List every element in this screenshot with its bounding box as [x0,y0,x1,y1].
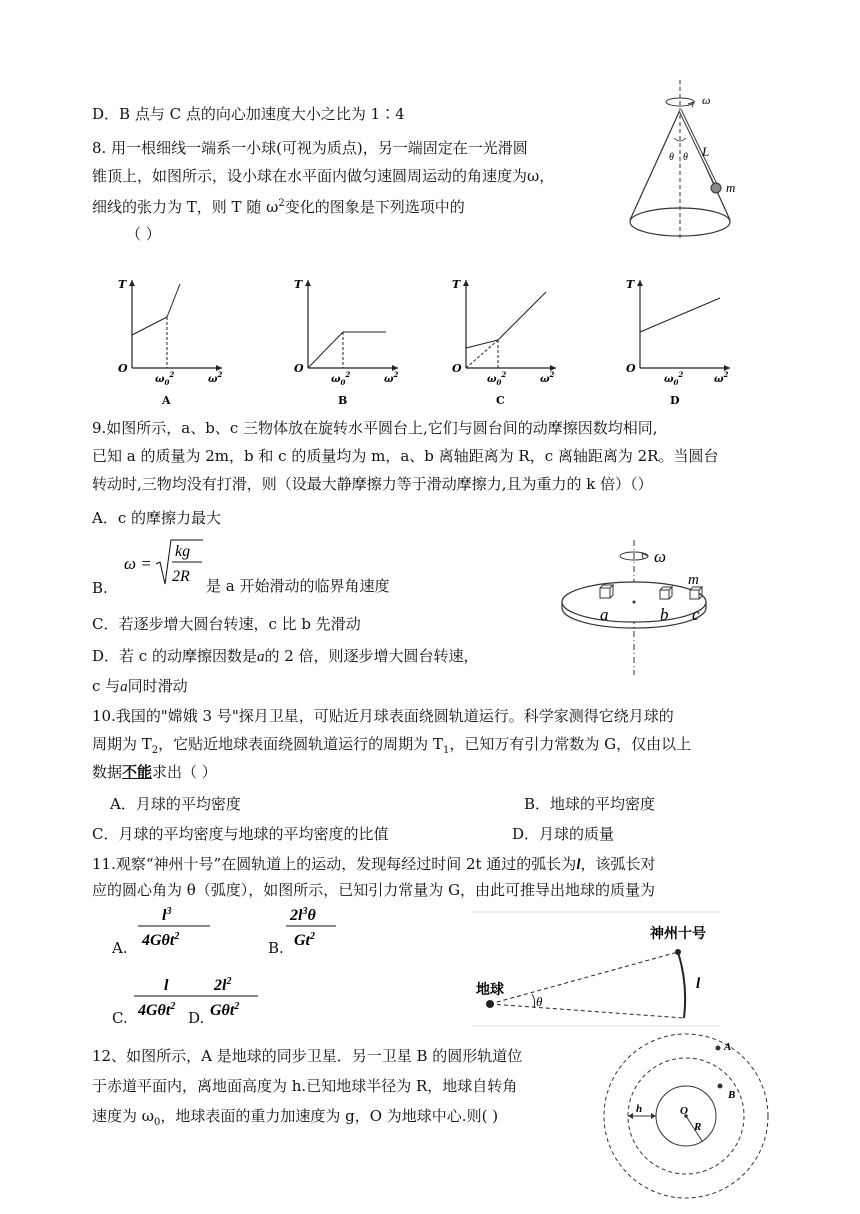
turntable-omega-label: ω [654,547,667,566]
q10-l3-emphasis: 不能 [122,763,153,781]
arc-length-label: l [696,976,701,992]
q10-option-a: A．月球的平均密度 [110,795,241,813]
q9-option-c: C．若逐步增大圆台转速，c 比 b 先滑动 [92,615,361,633]
q9-stem-line2: 已知 a 的质量为 2m，b 和 c 的质量均为 m，a、b 离轴距离为 R，c 离轴距离为 2R。当圆台 [92,447,719,465]
q9-option-d-line2 [92,676,188,697]
q9-d2-a-italic: a [120,679,128,695]
earth-label: 地球 [476,981,504,997]
graph-d-w: $\omega^2$ [714,370,729,385]
turntable-figure [560,540,740,680]
graph-b-t: T [294,278,303,291]
graph-a-label: A [162,394,171,407]
cone-theta-right: θ [683,152,688,163]
graph-d [620,270,750,410]
graph-c-w: $\omega^2$ [540,370,555,385]
q8-stem-line3-b: 变化的图象是下列选项中的 [284,198,465,216]
q9-d2-c: 同时滑动 [127,677,188,695]
q10-stem-line3 [92,762,217,782]
q11-l1-a: 11.观察“神州十号”在圆轨道上的运动，发现每经过时间 2t 通过的弧长为 [92,855,577,873]
q10-stem-line1: 10.我国的"嫦娥 3 号"探月卫星，可贴近月球表面绕圆轨道运行。科学家测得它绕月球的 [92,707,674,725]
q10-l2-a: 周期为 T [92,735,152,753]
q11-l1-l: l [576,857,581,873]
graph-a-t: T [118,278,127,291]
q11-a-num: $l^3$ [162,906,172,924]
q11-option-b-label: B. [268,939,284,957]
graph-b-w: $\omega^2$ [384,370,399,385]
q8-stem-line3 [92,194,465,217]
q9-omega-formula [120,536,205,592]
q10-option-d: D．月球的质量 [512,825,615,843]
graph-c-label: C [496,394,505,407]
q9-stem-line1: 9.如图所示，a、b、c 三物体放在旋转水平圆台上,它们与圆台间的动摩擦因数均相同, [92,419,658,437]
q11-b-num: $2l^3\theta$ [290,906,316,924]
q10-l2-sub2: 1 [442,745,450,756]
q11-option-c-label: C. [112,1009,128,1027]
graph-b [288,270,418,410]
q11-option-a-formula [134,900,214,952]
q10-l3-c: 求出（ ） [152,763,217,781]
q9-formula-numerator: kg [175,543,191,560]
q9-option-a: A．c 的摩擦力最大 [92,509,222,527]
q10-option-c: C．月球的平均密度与地球的平均密度的比值 [92,825,389,843]
graph-c-t: T [452,278,461,291]
q11-d-den: Gθt$^2$ [210,1001,240,1019]
q11-c-num: l [164,977,169,994]
q10-l3-a: 数据 [92,763,123,781]
q10-l2-sub1: 2 [151,745,159,756]
q12-stem-line1: 12、如图所示，A 是地球的同步卫星．另一卫星 B 的圆形轨道位 [92,1047,523,1065]
turntable-mass-label: m [688,572,699,588]
center-o-label: O [680,1105,688,1117]
q9-formula-denominator: 2R [172,568,190,585]
graph-b-w0: $\omega_0^2$ [331,370,351,387]
q11-option-d-formula [204,970,262,1022]
q8-stem-line3-a: 细线的张力为 T，则 T 随 ω [92,198,279,216]
q11-c-den: 4Gθt$^2$ [138,1001,176,1019]
q9-d-a-italic: a [256,649,265,665]
graph-c-w0: $\omega_0^2$ [487,370,507,387]
cone-figure [620,80,770,250]
q8-stem-sup: 2 [278,198,285,209]
graph-d-w0: $\omega_0^2$ [664,370,684,387]
q9-d2-a: c 与 [92,677,121,695]
graph-c-o: O [452,362,462,375]
q12-stem-line2: 于赤道平面内，离地面高度为 h.已知地球半径为 R，地球自转角 [92,1077,518,1095]
q9-d-c: 的 2 倍，则逐步增大圆台转速， [264,647,479,665]
turntable-a-label: a [600,605,609,624]
q10-option-b: B．地球的平均密度 [524,795,656,813]
q9-omega-symbol: ω = [124,554,152,573]
height-h-label: h [636,1103,643,1115]
q10-l2-c: ，已知万有引力常数为 G，仅由以上 [449,735,692,753]
graph-c [446,270,576,410]
q11-option-b-formula [284,900,340,952]
graph-d-o: O [626,362,636,375]
graph-d-label: D [670,394,680,407]
graph-a-w: $\omega^2$ [208,370,223,385]
q11-stem-line1 [92,854,656,875]
arc-theta-label: θ [536,994,543,1009]
q8-answer-bracket: （ ） [126,225,161,243]
q10-l2-b: ，它贴近地球表面绕圆轨道运行的周期为 T [158,735,443,753]
q8-stem-line2: 锥顶上，如图所示，设小球在水平面内做匀速圆周运动的角速度为ω， [92,167,555,185]
cone-omega-label: ω [702,93,711,107]
q12-stem-line3 [92,1106,498,1133]
q11-option-a-label: A. [112,939,128,957]
radius-r-label: R [694,1121,702,1133]
turntable-c-label: c [692,605,700,624]
satellite-a-label: A [724,1041,732,1053]
q11-d-num: $2l^2$ [214,976,232,994]
cone-theta-left: θ [669,152,674,163]
q11-option-d-label: D. [188,1009,205,1027]
q11-l1-c: ，该弧长对 [580,855,656,873]
q9-stem-line3: 转动时,三物均没有打滑，则（设最大静摩擦力等于滑动摩擦力,且为重力的 k 倍）（） [92,475,653,493]
q9-option-d-line1 [92,646,479,667]
graph-a-o: O [118,362,128,375]
q8-stem-line1: 8. 用一根细线一端系一小球(可视为质点)，另一端固定在一光滑圆 [92,139,528,157]
q11-stem-line2: 应的圆心角为 θ（弧度），如图所示，已知引力常量为 G，由此可推导出地球的质量为 [92,881,656,899]
satellite-b-label: B [728,1089,736,1101]
graph-a [112,270,242,410]
orbits-figure [590,1020,780,1210]
graph-d-t: T [626,278,635,291]
q11-a-den: 4Gθt$^2$ [142,931,180,949]
graph-a-w0: $\omega_0^2$ [155,370,175,387]
cone-length-label: L [702,144,710,159]
q9-option-b-text: 是 a 开始滑动的临界角速度 [206,577,390,595]
graph-b-o: O [294,362,304,375]
q10-stem-line2 [92,734,691,761]
q11-b-den: Gt$^2$ [294,931,315,949]
q9-d-a: D．若 c 的动摩擦因数是 [92,647,257,665]
graph-b-label: B [338,394,348,407]
q12-l3-b: ，地球表面的重力加速度为 g，O 为地球中心.则( ) [160,1107,499,1125]
q9-option-b-prefix: B. [92,579,108,597]
shenzhou-label: 神州十号 [650,925,706,941]
q12-l3-a: 速度为 ω [92,1107,154,1125]
q12-l3-sub: 0 [154,1117,161,1128]
turntable-b-label: b [660,605,669,624]
shenzhou-figure [472,910,720,1028]
q7-option-d: D．B 点与 C 点的向心加速度大小之比为 1∶4 [92,105,405,123]
cone-mass-label: m [726,180,736,195]
